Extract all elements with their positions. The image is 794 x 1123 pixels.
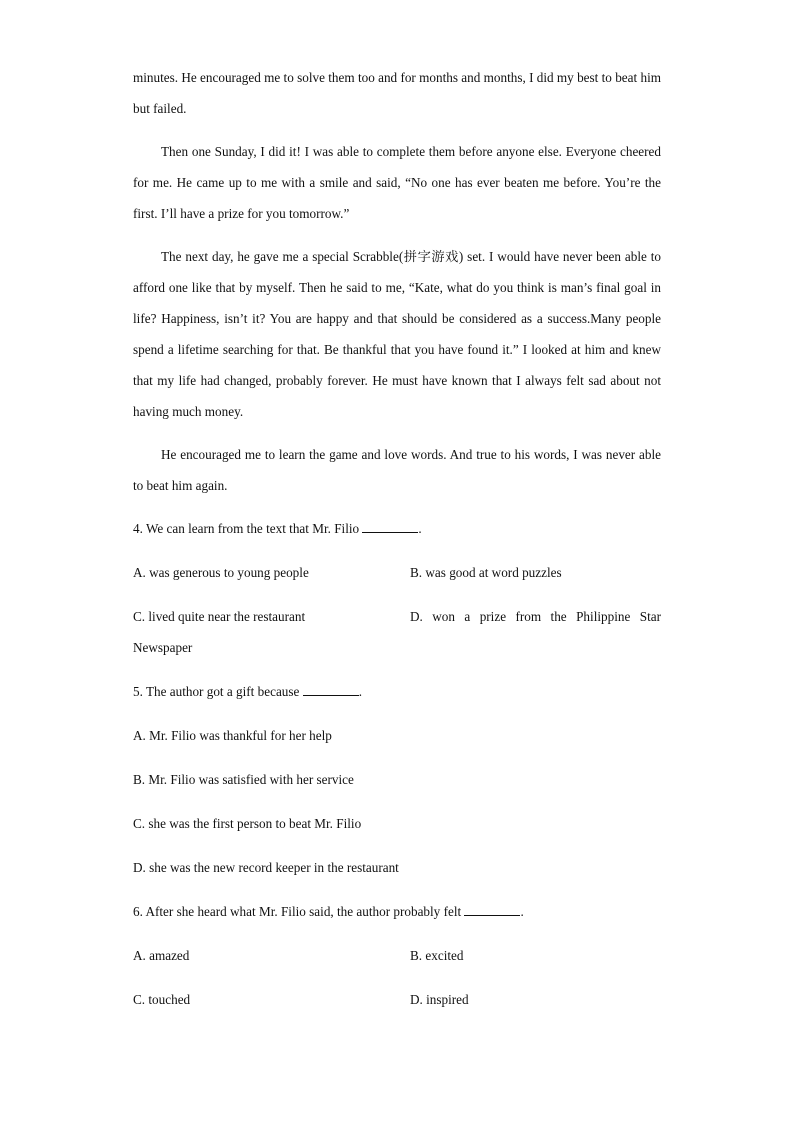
passage-paragraph-3: The next day, he gave me a special Scrabble(拼字游戏) set. I would have never been able to afford one like that by myself. Then he said to me, “Kate, what do you think is man’s final goal in life? Happiness, isn’t it? You are happy and that should be considered as a success.Many people spend a lifetime searching for that. Be thankful that you have found it.” I looked at him and knew that my life had changed, probably forever. He must have known that I always felt sad about not having much money. (133, 249, 661, 419)
option-6b: B. excited (410, 948, 464, 963)
question-5-text: 5. The author got a gift because (133, 684, 300, 699)
option-4b: B. was good at word puzzles (410, 565, 562, 580)
option-6a: A. amazed (133, 948, 190, 963)
question-5-end: . (358, 684, 362, 699)
question-4-options-cd (133, 601, 661, 663)
option-4a: A. was generous to young people (133, 565, 309, 580)
passage-paragraph-1: minutes. He encouraged me to solve them too and for months and months, I did my best to beat him but failed. (133, 70, 661, 116)
option-4d: D. won a prize from the Philippine Star (410, 609, 661, 624)
option-6c: C. touched (133, 992, 191, 1007)
question-4-stem (133, 513, 661, 544)
option-5b: B. Mr. Filio was satisfied with her service (133, 772, 354, 787)
answer-blank (303, 683, 359, 696)
question-6-text: 6. After she heard what Mr. Filio said, the author probably felt (133, 904, 462, 919)
option-4d-continued: Newspaper (133, 640, 193, 655)
question-4-end: . (418, 521, 422, 536)
question-6-stem (133, 896, 661, 927)
answer-blank (464, 903, 520, 916)
option-5c: C. she was the first person to beat Mr. Filio (133, 816, 362, 831)
question-6-options-ab (133, 940, 661, 971)
option-6d: D. inspired (410, 992, 469, 1007)
passage-paragraph-4: He encouraged me to learn the game and love words. And true to his words, I was never able to beat him again. (133, 447, 661, 493)
option-4c: C. lived quite near the restaurant (133, 609, 306, 624)
option-5a: A. Mr. Filio was thankful for her help (133, 728, 332, 743)
question-5-stem (133, 676, 661, 707)
question-6-options-cd (133, 984, 661, 1015)
question-4-text: 4. We can learn from the text that Mr. Filio (133, 521, 360, 536)
question-6-end: . (520, 904, 524, 919)
document-page (133, 62, 661, 1028)
question-4-options-ab (133, 557, 661, 588)
option-5d: D. she was the new record keeper in the restaurant (133, 860, 399, 875)
answer-blank (362, 520, 418, 533)
passage-paragraph-2: Then one Sunday, I did it! I was able to complete them before anyone else. Everyone cheered for me. He came up to me with a smile and said, “No one has ever beaten me before. You’re the first. I’ll have a prize for you tomorrow.” (133, 144, 661, 221)
